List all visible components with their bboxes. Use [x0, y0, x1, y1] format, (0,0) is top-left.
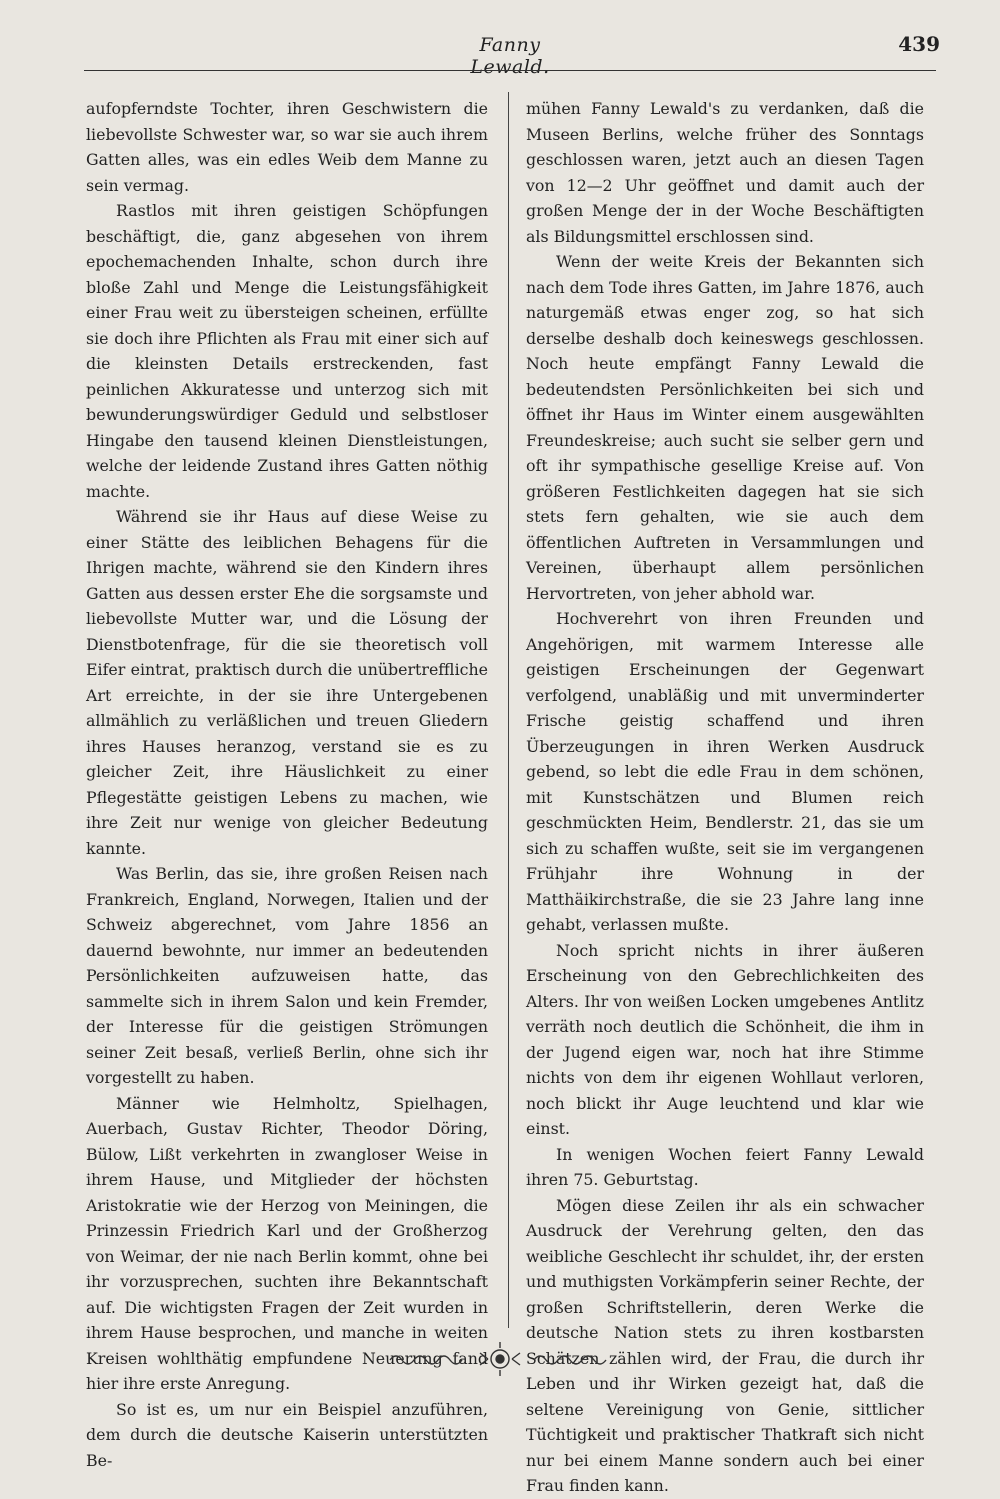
paragraph: Hochverehrt von ihren Freunden und Angehörigen, mit warmem Interesse alle geistigen Erscheinungen der Gegenwart verfolgend, unabläßig und mit unverminderter Frische geistig schaffend und ihren Überzeugungen in ihren Werken Ausdruck gebend, so lebt die edle Frau in dem schönen, mit Kunstschätzen und Blumen reich geschmückten Heim, Bendlerstr. 21, das sie um sich zu schaffen wußte, seit sie im vergangenen Frühjahr ihre Wohnung in der Matthäikirchstraße, die sie 23 Jahre lang inne gehabt, verlassen mußte.	[526, 609, 924, 934]
paragraph: Männer wie Helmholtz, Spielhagen, Auerbach, Gustav Richter, Theodor Döring, Bülow, Lißt verkehrten in zwangloser Weise in ihrem Hause, und Mitglieder der höchsten Aristokratie wie der Herzog von Meiningen, die Prinzessin Friedrich Karl und der Großherzog von Weimar, der nie nach Berlin kommt, ohne bei ihr vorzusprechen, suchten ihre Bekanntschaft auf. Die wichtigsten Fragen der Zeit wurden in ihrem Hause besprochen, und manche in weiten Kreisen wohlthätig empfundene Neuerung fand hier ihre erste Anregung.	[86, 1093, 488, 1393]
running-title: Fanny Lewald.	[470, 34, 550, 78]
floral-ornament-icon	[380, 1338, 620, 1378]
header-rule	[84, 70, 936, 71]
paragraph: Was Berlin, das sie, ihre großen Reisen nach Frankreich, England, Norwegen, Italien und der Schweiz abgerechnet, vom Jahre 1856 an dauernd bewohnte, nur immer an bedeutenden Persönlichkeiten aufzuweisen hatte, das sammelte sich in ihrem Salon und kein Fremder, der Interesse für die geistigen Strömungen seiner Zeit besaß, verließ Berlin, ohne sich ihr vorgestellt zu haben.	[86, 864, 488, 1087]
paragraph: Rastlos mit ihren geistigen Schöpfungen beschäftigt, die, ganz abgesehen von ihrem epochemachenden Inhalte, schon durch ihre bloße Zahl und Menge die Leistungsfähigkeit einer Frau weit zu übersteigen scheinen, erfüllte sie doch ihre Pflichten als Frau mit einer sich auf die kleinsten Details erstreckenden, fast peinlichen Akkuratesse und unterzog sich mit bewunderungswürdiger Geduld und selbstloser Hingabe den tausend kleinen Dienstleistungen, welche der leidende Zustand ihres Gatten nöthig machte.	[86, 201, 488, 501]
paragraph: aufopferndste Tochter, ihren Geschwistern die liebevollste Schwester war, so war sie auch ihrem Gatten alles, was ein edles Weib dem Manne zu sein vermag.	[86, 99, 488, 195]
paragraph: So ist es, um nur ein Beispiel anzuführen, dem durch die deutsche Kaiserin unterstützten Be-	[86, 1399, 488, 1470]
paragraph: Wenn der weite Kreis der Bekannten sich nach dem Tode ihres Gatten, im Jahre 1876, auch naturgemäß etwas enger zog, so hat sich derselbe deshalb doch keineswegs geschlossen. Noch heute empfängt Fanny Lewald die bedeutendsten Persönlichkeiten bei sich und öffnet ihr Haus im Winter einem ausgewählten Freundeskreise; auch sucht sie selber gern und oft ihr sympathische gesellige Kreise auf. Von größeren Festlichkeiten dagegen hat sie sich stets fern gehalten, wie sie auch dem öffentlichen Auftreten in Versammlungen und Vereinen, überhaupt allem persönlichen Hervortreten, von jeher abhold war.	[526, 252, 924, 603]
column-divider	[508, 92, 509, 1328]
left-column	[86, 96, 488, 1470]
page-number: 439	[898, 32, 940, 56]
paragraph: In wenigen Wochen feiert Fanny Lewald ihren 75. Geburtstag.	[526, 1144, 924, 1189]
right-column	[526, 96, 924, 1495]
paragraph: Während sie ihr Haus auf diese Weise zu einer Stätte des leiblichen Behagens für die Ihrigen machte, während sie den Kindern ihres Gatten aus dessen erster Ehe die sorgsamste und liebevollste Mutter war, und die Lösung der Dienstbotenfrage, für die sie theoretisch voll Eifer eintrat, praktisch durch die unübertreffliche Art erreichte, in der sie ihre Untergebenen allmählich zu verläßlichen und treuen Gliedern ihres Hauses heranzog, verstand sie es zu gleicher Zeit, ihre Häuslichkeit zu einer Pflegestätte geistigen Lebens zu machen, wie ihre Zeit nur wenige von gleicher Bedeutung kannte.	[86, 507, 488, 858]
paragraph: mühen Fanny Lewald's zu verdanken, daß die Museen Berlins, welche früher des Sonntags geschlossen waren, jetzt auch an diesen Tagen von 12—2 Uhr geöffnet und damit auch der großen Menge der in der Woche Beschäftigten als Bildungsmittel erschlossen sind.	[526, 99, 924, 246]
paragraph: Noch spricht nichts in ihrer äußeren Erscheinung von den Gebrechlichkeiten des Alters. Ihr von weißen Locken umgebenes Antlitz verräth noch deutlich die Schönheit, die ihm in der Jugend eigen war, noch hat ihre Stimme nichts von dem ihr eigenen Wohllaut verloren, noch blickt ihr Auge leuchtend und klar wie einst.	[526, 940, 924, 1138]
paragraph: Mögen diese Zeilen ihr als ein schwacher Ausdruck der Verehrung gelten, den das weibliche Geschlecht ihr schuldet, ihr, der ersten und muthigsten Vorkämpferin seiner Rechte, der großen Schriftstellerin, deren Werke die deutsche Nation stets zu ihren kostbarsten Schätzen zählen wird, der Frau, die durch ihr Leben und ihr Wirken gezeigt hat, daß die seltene Vereinigung von Genie, sittlicher Tüchtigkeit und praktischer Thatkraft sich nicht nur bei einem Manne sondern auch bei einer Frau finden kann.	[526, 1195, 924, 1495]
